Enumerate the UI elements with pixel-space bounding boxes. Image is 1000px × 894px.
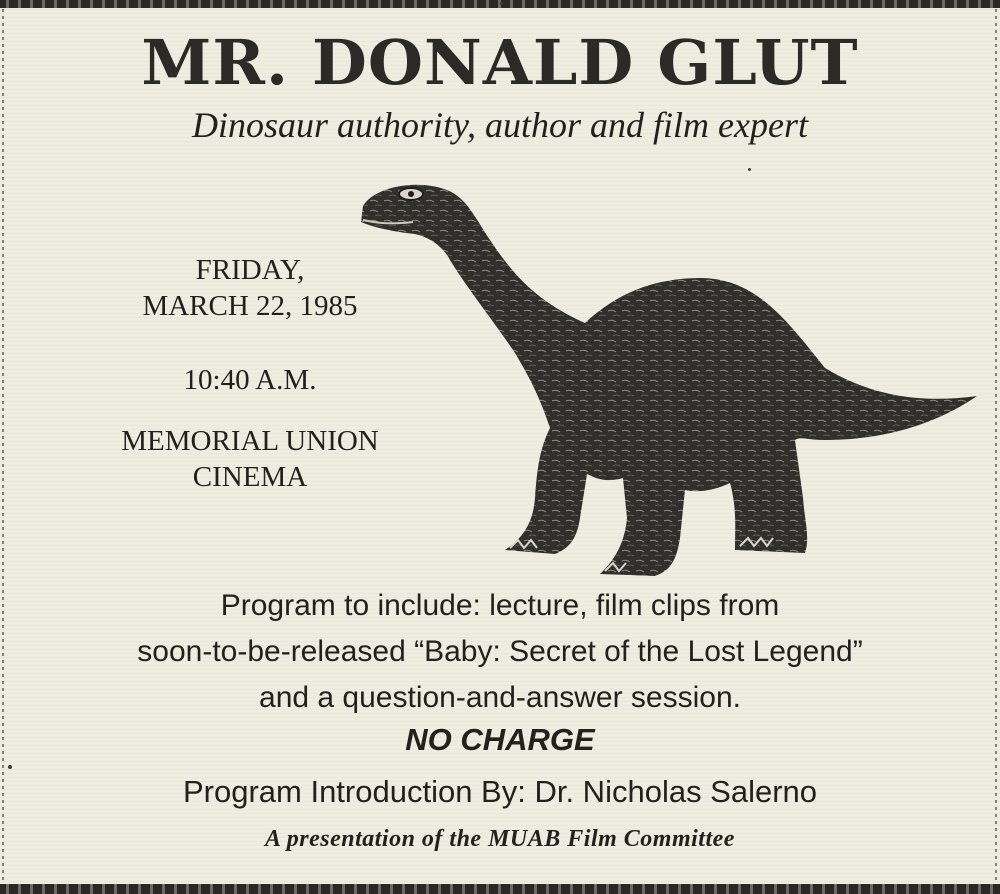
dinosaur-body [361, 185, 977, 576]
brontosaurus-illustration [355, 178, 985, 583]
price-note: NO CHARGE [405, 722, 595, 757]
event-time: 10:40 A.M. [183, 364, 317, 396]
ink-speck [8, 765, 12, 769]
program-line-1: Program to include: lecture, film clips from [220, 589, 780, 622]
ink-speck [500, 2, 503, 5]
venue-line-2: CINEMA [192, 461, 308, 493]
event-date-text: MARCH 22, 1985 [142, 290, 358, 322]
presenter-credit: A presentation of the MUAB Film Committee [265, 826, 735, 852]
program-line-2: soon-to-be-released “Baby: Secret of the Lost Legend” [137, 635, 863, 668]
ink-speck [748, 168, 751, 171]
program-line-3: and a question-and-answer session. [259, 681, 741, 714]
venue-line-1: MEMORIAL UNION [121, 425, 379, 457]
program-description [0, 583, 1000, 721]
subheadline: Dinosaur authority, author and film expert [192, 105, 808, 145]
introduction-credit: Program Introduction By: Dr. Nicholas Salerno [182, 774, 818, 809]
torn-edge-bottom [0, 884, 1000, 894]
event-day: FRIDAY, [195, 254, 305, 286]
headline: MR. DONALD GLUT [141, 26, 859, 99]
